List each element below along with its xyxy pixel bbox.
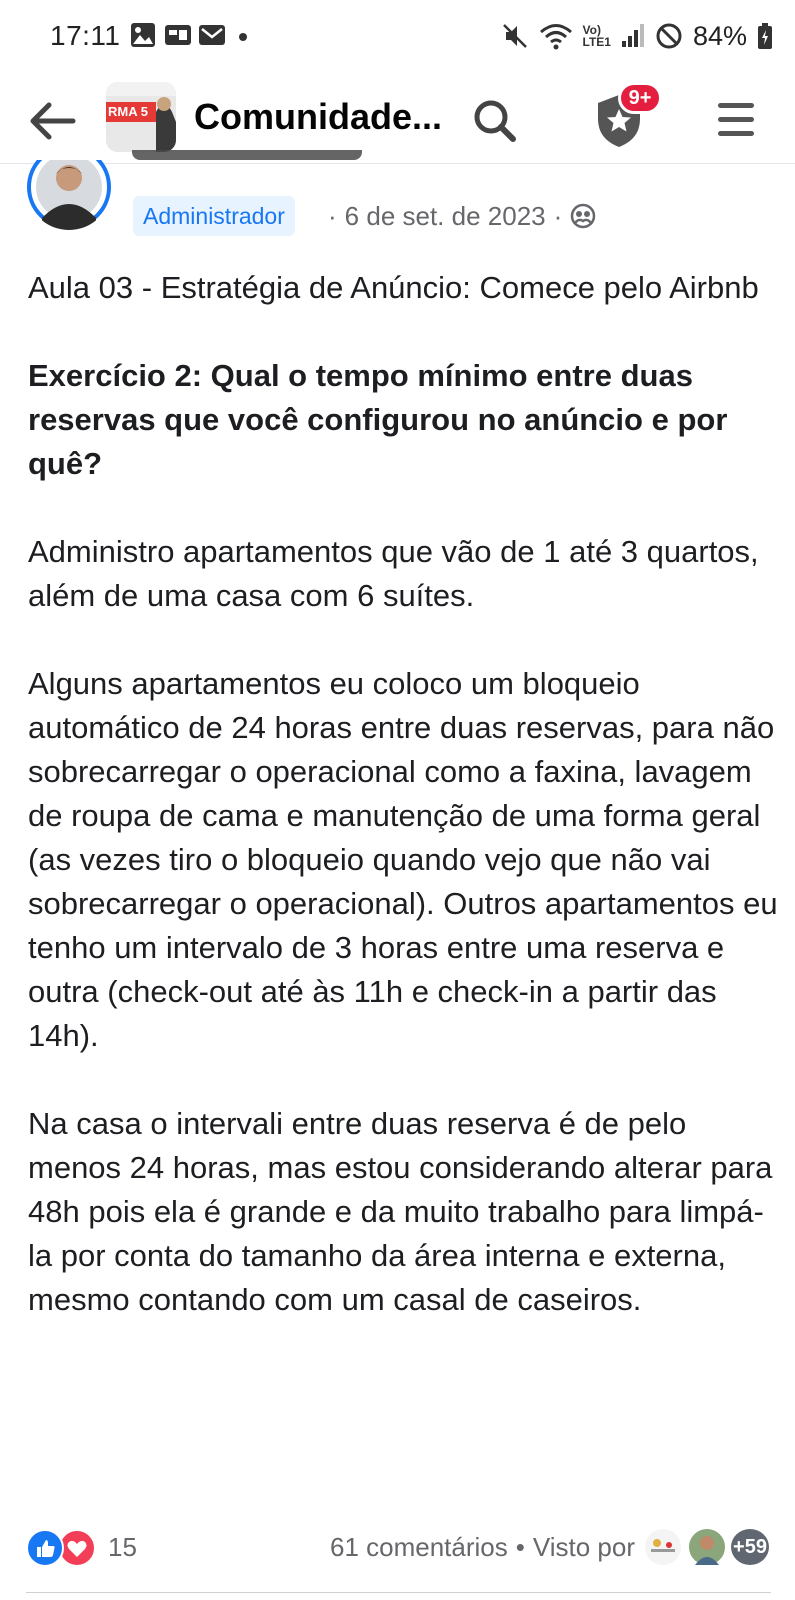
battery-percent: 84% xyxy=(692,20,747,51)
author-avatar[interactable] xyxy=(26,160,112,230)
meta-separator-dot: · xyxy=(328,200,337,231)
post-paragraph: Administro apartamentos que vão de 1 até 3 quartos, além de uma casa com 6 suítes. xyxy=(28,534,759,613)
like-icon xyxy=(26,1529,64,1567)
back-button[interactable] xyxy=(26,94,80,148)
members-icon xyxy=(570,203,596,229)
mute-icon xyxy=(501,22,529,50)
reaction-count[interactable]: 15 xyxy=(108,1531,137,1562)
footer-right xyxy=(330,1522,771,1572)
menu-button[interactable] xyxy=(712,94,762,144)
seen-more-count: +59 xyxy=(729,1527,771,1567)
post-footer xyxy=(26,1522,771,1572)
admin-role-badge: Administrador xyxy=(133,196,295,236)
author-name-cut-off xyxy=(132,150,372,170)
post-paragraph: Aula 03 - Estratégia de Anúncio: Comece pelo Airbnb xyxy=(28,270,759,305)
battery-icon xyxy=(757,22,773,50)
notification-badge: 9+ xyxy=(618,82,662,114)
more-notifications-dot-icon xyxy=(238,32,248,42)
post-paragraph: Alguns apartamentos eu coloco um bloqueio automático de 24 horas entre duas reservas, para não sobrecarregar o operacional como a faxina, lavagem de roupa de cama e manutenção de uma forma geral (as vezes tiro o bloqueio quando vejo que não vai sobrecarregar o operacional). Outros apartamentos eu tenho um intervalo de 3 horas entre uma reserva e outra (check-out até às 11h e check-in a partir das 14h). xyxy=(28,666,778,1053)
app-notification-icon xyxy=(164,22,192,48)
hamburger-menu-icon xyxy=(718,103,754,108)
meta-separator-dot-2: · xyxy=(553,200,563,231)
post-paragraph: Na casa o intervali entre duas reserva é de pelo menos 24 horas, mas estou considerando alterar para 48h pois ela é grande e da muito trabalho para limpá-la por conta do tamanho da área interna e externa, mesmo contando com um casal de caseiros. xyxy=(28,1106,773,1317)
mail-notification-icon xyxy=(198,22,228,48)
post-paragraph-question: Exercício 2: Qual o tempo mínimo entre duas reservas que você configurou no anúncio e por quê? xyxy=(28,358,728,481)
seen-avatar xyxy=(687,1527,727,1567)
group-title[interactable]: Comunidade... xyxy=(194,96,443,137)
status-time: 17:11 xyxy=(50,20,121,51)
seen-by-label[interactable]: Visto por xyxy=(532,1531,635,1562)
post-meta xyxy=(328,196,596,236)
post-date[interactable]: 6 de set. de 2023 xyxy=(344,200,546,231)
footer-separator: • xyxy=(515,1531,525,1562)
gallery-notification-icon xyxy=(130,22,156,48)
status-right xyxy=(501,18,774,54)
wifi-icon xyxy=(539,22,573,50)
signal-icon xyxy=(621,23,645,49)
post-divider xyxy=(26,1592,771,1593)
group-thumb-text: RMA 5 xyxy=(108,104,148,119)
network-type-label: Vo) LTE1 xyxy=(582,23,611,49)
search-button[interactable] xyxy=(466,92,524,150)
post-body xyxy=(28,266,778,1366)
search-icon xyxy=(471,97,519,145)
app-header xyxy=(0,76,795,164)
back-arrow-icon xyxy=(29,101,77,141)
status-bar xyxy=(0,0,795,76)
group-thumbnail[interactable] xyxy=(106,82,176,152)
comments-count[interactable]: 61 comentários xyxy=(329,1531,508,1562)
do-not-disturb-icon xyxy=(655,22,683,50)
seen-by-avatars[interactable] xyxy=(643,1525,771,1569)
reaction-icons[interactable] xyxy=(26,1525,106,1569)
seen-avatar xyxy=(643,1527,683,1567)
